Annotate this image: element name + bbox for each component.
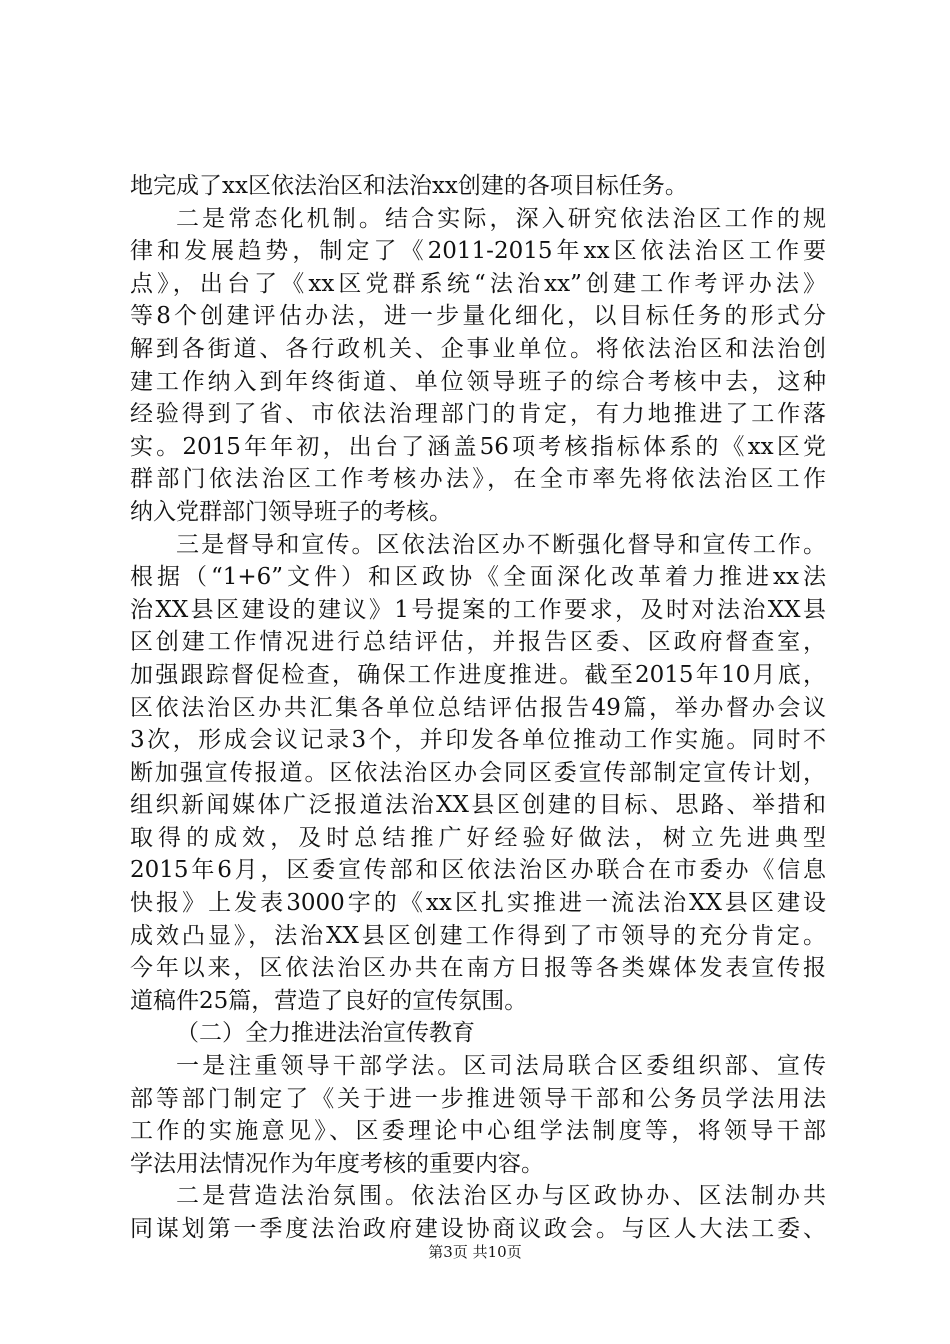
text-line: 取得的成效，及时总结推广好经验好做法，树立先进典型: [130, 824, 826, 851]
text-line: 区依法治区办共汇集各单位总结评估报告49篇，举办督办会议: [130, 694, 826, 721]
section-heading: （二）全力推进法治宣传教育: [176, 1020, 475, 1047]
text-line: 实。2015年年初，出台了涵盖56项考核指标体系的《xx区党: [130, 433, 826, 460]
text-line: 点》，出台了《xx区党群系统“法治xx”创建工作考评办法》: [130, 270, 826, 297]
text-line: 三是督导和宣传。区依法治区办不断强化督导和宣传工作。: [176, 531, 826, 558]
text-line: 组织新闻媒体广泛报道法治XX县区创建的目标、思路、举措和: [130, 792, 826, 819]
text-line: 同谋划第一季度法治政府建设协商议政会。与区人大法工委、: [130, 1216, 826, 1242]
text-line: 地完成了xx区依法治区和法治xx创建的各项目标任务。: [130, 173, 688, 199]
text-line: 2015年6月，区委宣传部和区依法治区办联合在市委办《信息: [130, 857, 826, 884]
text-line: 工作的实施意见》、区委理论中心组学法制度等，将领导干部: [130, 1118, 826, 1145]
text-line: 成效凸显》，法治XX县区创建工作得到了市领导的充分肯定。: [130, 922, 826, 949]
text-line: 道稿件25篇，营造了良好的宣传氛围。: [130, 987, 528, 1014]
text-line: 纳入党群部门领导班子的考核。: [130, 498, 452, 525]
text-line: 治XX县区建设的建议》1号提案的工作要求，及时对法治XX县: [130, 596, 826, 623]
text-line: 二是营造法治氛围。依法治区办与区政协办、区法制办共: [176, 1183, 826, 1210]
text-line: 快报》上发表3000字的《xx区扎实推进一流法治XX县区建设: [130, 890, 826, 917]
page-number: 第3页 共10页: [428, 1243, 522, 1261]
document-body: [130, 170, 826, 1246]
text-line: 群部门依法治区工作考核办法》，在全市率先将依法治区工作: [130, 466, 826, 493]
text-line: 加强跟踪督促检查，确保工作进度推进。截至2015年10月底，: [130, 661, 826, 688]
text-line: 二是常态化机制。结合实际，深入研究依法治区工作的规: [176, 205, 826, 232]
text-line: 一是注重领导干部学法。区司法局联合区委组织部、宣传: [176, 1053, 826, 1080]
text-line: 律和发展趋势，制定了《2011-2015年xx区依法治区工作要: [130, 238, 826, 265]
text-line: 建工作纳入到年终街道、单位领导班子的综合考核中去，这种: [130, 368, 826, 395]
text-line: 部等部门制定了《关于进一步推进领导干部和公务员学法用法: [130, 1085, 826, 1112]
text-line: 3次，形成会议记录3个，并印发各单位推动工作实施。同时不: [130, 727, 826, 754]
text-line: 今年以来，区依法治区办共在南方日报等各类媒体发表宣传报: [130, 955, 826, 982]
text-line: 解到各街道、各行政机关、企事业单位。将依法治区和法治创: [130, 335, 826, 362]
text-line: 等8个创建评估办法，进一步量化细化，以目标任务的形式分: [130, 303, 826, 330]
text-line: 根据（“1+6”文件）和区政协《全面深化改革着力推进xx法: [130, 564, 826, 591]
text-line: 学法用法情况作为年度考核的重要内容。: [130, 1150, 544, 1177]
text-line: 经验得到了省、市依法治理部门的肯定，有力地推进了工作落: [130, 401, 826, 428]
text-line: 区创建工作情况进行总结评估，并报告区委、区政府督查室，: [130, 629, 826, 656]
text-line: 断加强宣传报道。区依法治区办会同区委宣传部制定宣传计划，: [130, 759, 826, 786]
